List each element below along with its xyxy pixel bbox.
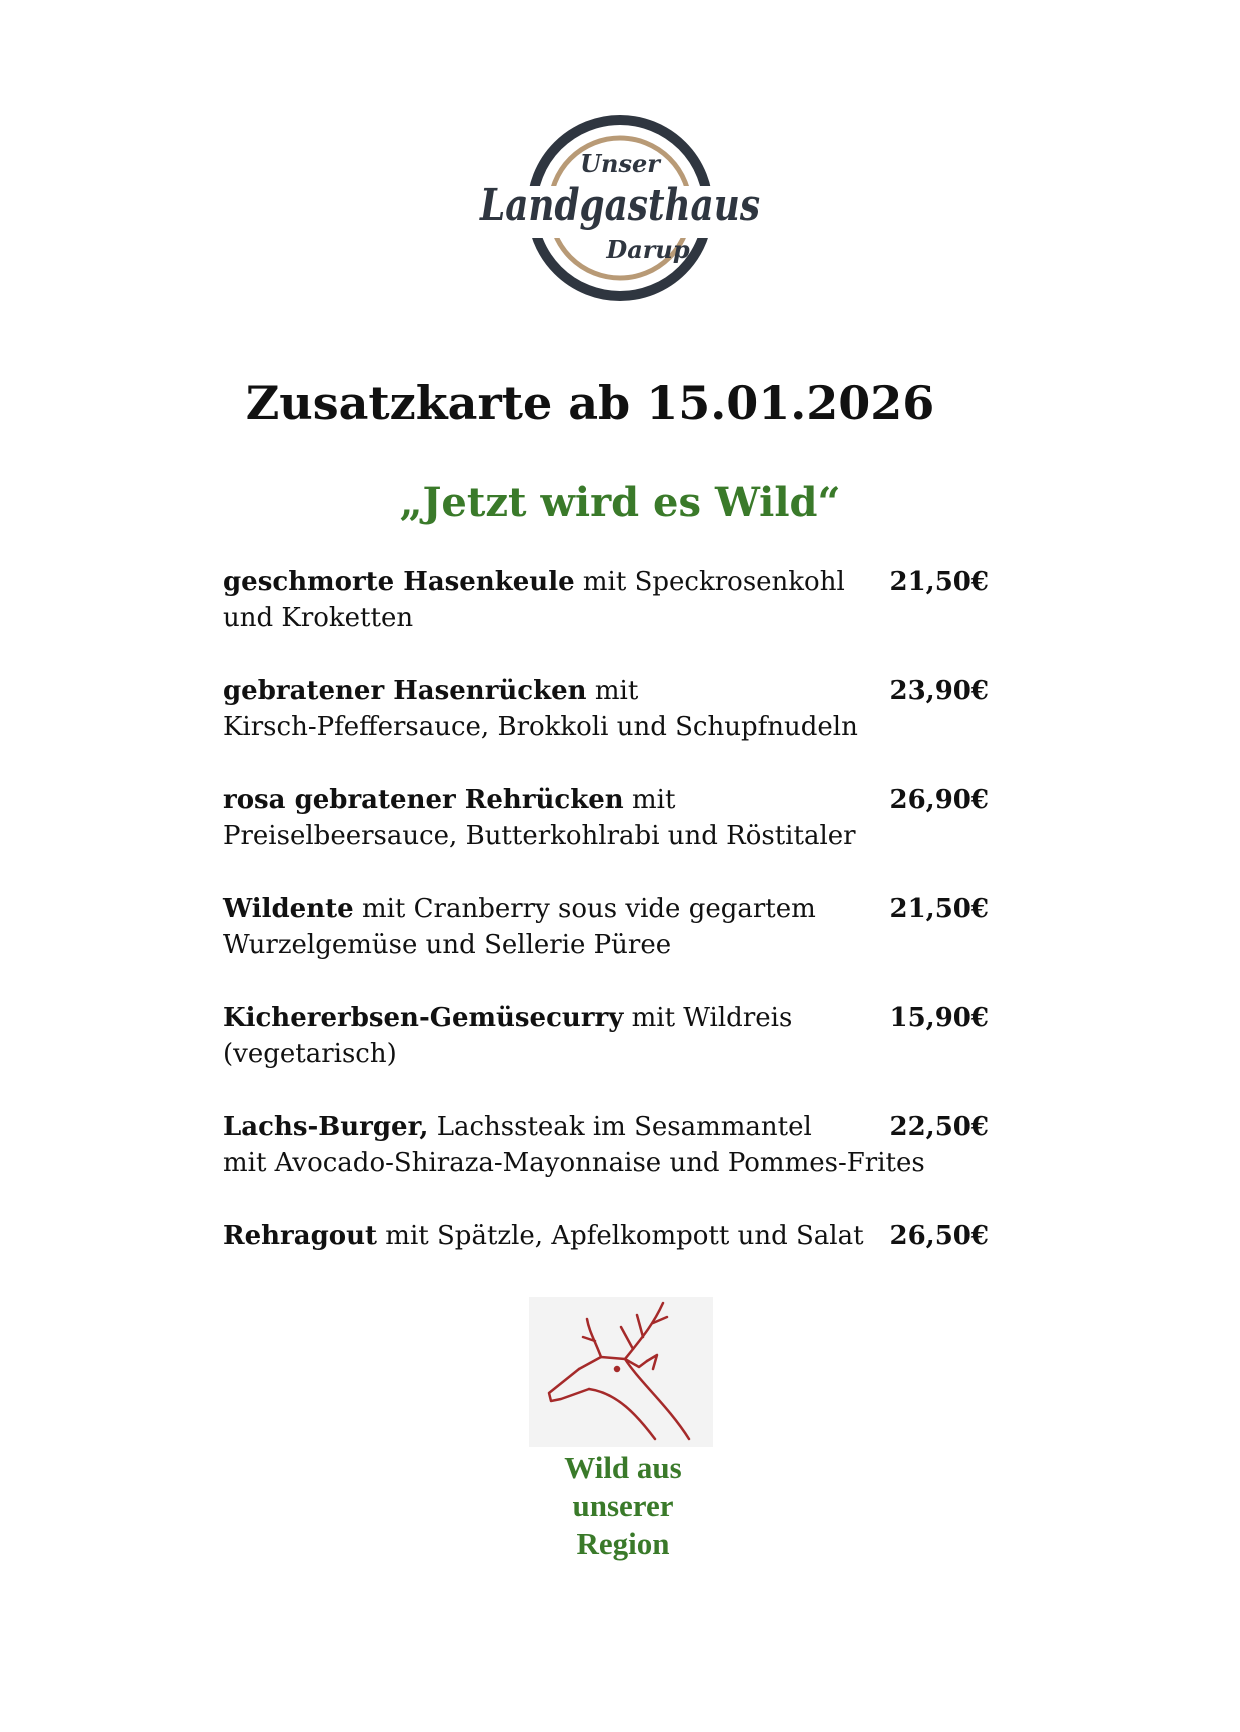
menu-item-description: [223, 1218, 923, 1254]
menu-item-description: [223, 782, 923, 854]
menu-item-name: gebratener Hasenrücken: [223, 676, 587, 706]
menu-item-name: Lachs-Burger,: [223, 1112, 429, 1142]
menu-item-price: 21,50€: [889, 567, 989, 597]
menu-item: [223, 673, 1023, 782]
menu-item-name: Kichererbsen-Gemüsecurry: [223, 1003, 624, 1033]
landgasthaus-logo: [470, 108, 770, 308]
region-line1: Wild aus: [564, 1450, 682, 1485]
menu-item-price: 15,90€: [889, 1003, 989, 1033]
menu-item-name: rosa gebratener Rehrücken: [223, 785, 624, 815]
menu-item-desc-line2: Preiselbeersauce, Butterkohlrabi und Röstitaler: [223, 821, 856, 851]
menu-item-price: 23,90€: [889, 676, 989, 706]
menu-item-price: 26,90€: [889, 785, 989, 815]
menu-item-description: [223, 673, 923, 745]
logo-line-unser: Unser: [580, 149, 660, 178]
logo-emblem-icon: [470, 108, 770, 308]
menu-item-desc-line1: mit: [586, 676, 639, 706]
menu-item: [223, 891, 1023, 1000]
menu-item-description: [223, 564, 923, 636]
menu-item-desc-line1: mit Wildreis: [623, 1003, 793, 1033]
menu-list: [223, 564, 1023, 1327]
menu-item-desc-line1: mit: [623, 785, 676, 815]
menu-item-desc-line1: mit Cranberry sous vide gegartem: [353, 894, 816, 924]
page-subtitle: „Jetzt wird es Wild“: [399, 479, 841, 526]
menu-item-desc-line1: mit Spätzle, Apfelkompott und Salat: [377, 1221, 864, 1251]
menu-item: [223, 1000, 1023, 1109]
region-line2: unserer: [572, 1488, 674, 1523]
menu-item-desc-line2: (vegetarisch): [223, 1039, 397, 1069]
menu-item-price: 21,50€: [889, 894, 989, 924]
deer-icon: [529, 1297, 713, 1447]
region-line3: Region: [576, 1526, 670, 1561]
menu-item-desc-line1: mit Speckrosenkohl: [574, 567, 845, 597]
menu-item: [223, 782, 1023, 891]
menu-item: [223, 1109, 1023, 1218]
menu-item: [223, 564, 1023, 673]
region-caption: [523, 1449, 723, 1563]
menu-item-name: Rehragout: [223, 1221, 378, 1251]
menu-item-desc-line2: Wurzelgemüse und Sellerie Püree: [223, 930, 672, 960]
logo-line-landgasthaus: Landgasthaus: [478, 180, 760, 231]
page-title: Zusatzkarte ab 15.01.2026: [245, 376, 935, 430]
menu-item-name: Wildente: [223, 894, 354, 924]
menu-item-price: 22,50€: [889, 1112, 989, 1142]
menu-item-name: geschmorte Hasenkeule: [223, 567, 575, 597]
menu-item-price: 26,50€: [889, 1221, 989, 1251]
logo-line-darup: Darup: [606, 235, 690, 264]
menu-item-desc-line2: Kirsch-Pfeffersauce, Brokkoli und Schupfnudeln: [223, 712, 858, 742]
menu-item-desc-line2: und Kroketten: [223, 603, 414, 633]
menu-item-desc-line1: Lachssteak im Sesammantel: [428, 1112, 812, 1142]
menu-item-desc-line2: mit Avocado-Shiraza-Mayonnaise und Pommes-Frites: [223, 1148, 925, 1178]
menu-item-description: [223, 891, 923, 963]
menu-item-description: [223, 1109, 923, 1181]
menu-item-description: [223, 1000, 923, 1072]
